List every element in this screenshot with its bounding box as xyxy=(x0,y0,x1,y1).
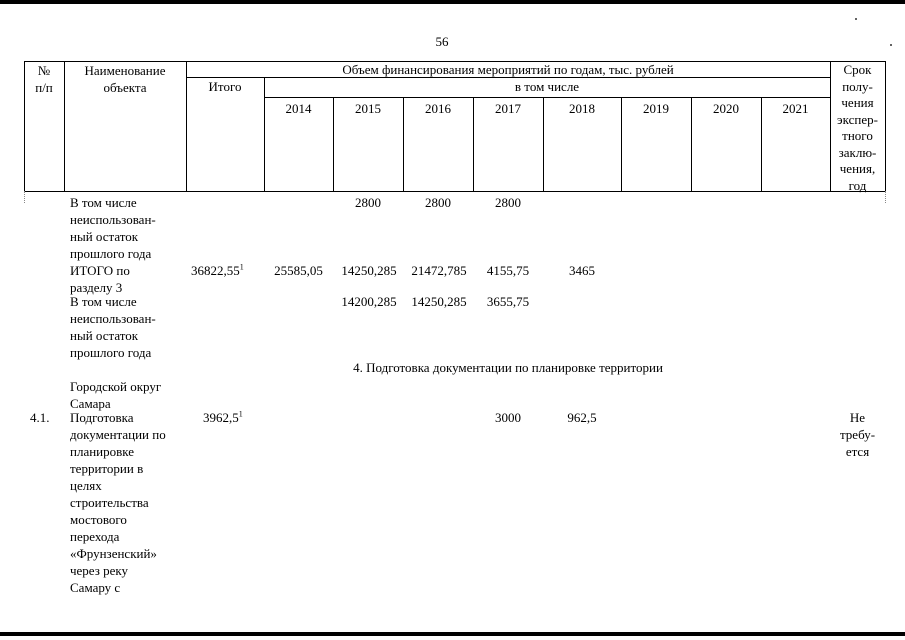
row4-group-name: Городской округ Самара xyxy=(70,379,162,411)
page-number: 56 xyxy=(435,34,449,49)
scan-border-top xyxy=(0,0,905,4)
row2-2015: 14250,285 xyxy=(341,263,397,278)
header-term: Срок полу- чения экспер- тного заклю- чения, год xyxy=(837,62,878,193)
header-name: Наименование объекта xyxy=(84,63,166,95)
row3-name: В том числе неиспользован- ный остаток прошлого года xyxy=(70,294,156,360)
row4-2017: 3000 xyxy=(495,410,521,425)
header-year-2016: 2016 xyxy=(425,101,451,116)
row1-2017: 2800 xyxy=(495,195,521,210)
header-total: Итого xyxy=(208,79,242,94)
row3-2017: 3655,75 xyxy=(486,294,530,309)
scan-border-bottom xyxy=(0,632,905,636)
header-year-2017: 2017 xyxy=(495,101,521,116)
row1-2016: 2800 xyxy=(425,195,451,210)
row4-name: Подготовка документации по планировке территории в целях строительства мостового перехода «Фрунзенский» через реку Самару с xyxy=(70,410,166,595)
row2-2017: 4155,75 xyxy=(486,263,530,278)
row4-total: 3962,5$^1$ xyxy=(203,409,243,425)
scan-speck xyxy=(855,18,857,20)
row2-total: 36822,55$^1$ xyxy=(191,262,244,278)
header-year-2015: 2015 xyxy=(355,101,381,116)
section-4-title: 4. Подготовка документации по планировке территории xyxy=(353,360,663,375)
header-year-2018: 2018 xyxy=(569,101,595,116)
header-year-2019: 2019 xyxy=(643,101,669,116)
header-funding-title: Объем финансирования мероприятий по годам, тыс. рублей xyxy=(342,62,674,77)
row4-term: Не требу- ется xyxy=(839,410,876,459)
header-num: № п/п xyxy=(35,63,53,95)
scan-speck xyxy=(890,44,892,46)
header-including: в том числе xyxy=(514,79,580,94)
header-year-2021: 2021 xyxy=(782,101,809,116)
row4-num: 4.1. xyxy=(30,410,50,425)
header-year-2014: 2014 xyxy=(285,101,312,116)
row4-2018: 962,5 xyxy=(567,410,597,425)
row2-2018: 3465 xyxy=(569,263,595,278)
row3-2015: 14200,285 xyxy=(341,294,397,309)
row2-2014: 25585,05 xyxy=(274,263,323,278)
row1-2015: 2800 xyxy=(355,195,381,210)
header-year-2020: 2020 xyxy=(713,101,739,116)
row1-name: В том числе неиспользован- ный остаток прошлого года xyxy=(70,195,156,261)
row3-2016: 14250,285 xyxy=(411,294,467,309)
row2-name: ИТОГО по разделу 3 xyxy=(70,263,130,295)
row2-2016: 21472,785 xyxy=(411,263,467,278)
